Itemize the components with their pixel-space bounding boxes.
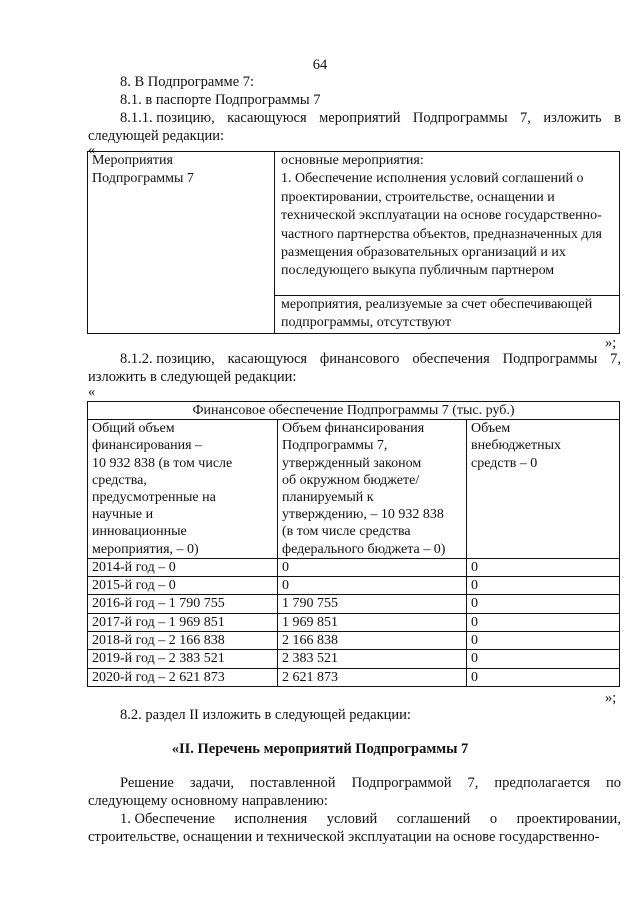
paragraph-solution-cont: следующему основному направлению: — [88, 793, 328, 809]
table2-extrabudget-value: 0 — [467, 668, 620, 686]
table2-year-total: 2016-й год – 1 790 755 — [88, 595, 278, 613]
paragraph-8-1-1-word: касающуюся — [227, 110, 307, 126]
paragraph-direction-1-word: о — [489, 811, 498, 827]
paragraph-solution-word: Подпрограммой — [351, 775, 452, 791]
paragraph-8-2: 8.2. раздел II изложить в следующей редакции: — [120, 707, 411, 723]
table2-budget-value: 2 166 838 — [278, 632, 467, 650]
paragraph-8-1-2-cont: изложить в следующей редакции: — [88, 369, 297, 385]
table-row — [88, 668, 620, 686]
table2-year-total: 2015-й год – 0 — [88, 577, 278, 595]
table2-extrabudget-value: 0 — [467, 577, 620, 595]
table2-year-total: 2014-й год – 0 — [88, 558, 278, 576]
paragraph-direction-1-cont: строительстве, оснащении и технической эксплуатации на основе государственно- — [88, 829, 600, 845]
paragraph-solution — [120, 775, 621, 792]
paragraph-8-1-2-word: финансового — [319, 351, 400, 367]
paragraph-solution-word: Решение — [120, 775, 174, 791]
paragraph-solution-word: предполагается — [494, 775, 590, 791]
paragraph-8-1-1-word: в — [614, 110, 621, 126]
table1-supporting-measures — [275, 296, 620, 334]
table-row — [88, 595, 620, 613]
paragraph-8-1-1-word: Подпрограммы — [412, 110, 508, 126]
paragraph-8-1-2-word: обеспечения — [412, 351, 490, 367]
paragraph-solution-word: задачи, — [189, 775, 234, 791]
table2-head-extrabudget: Объем внебюджетных средств – 0 — [467, 420, 620, 559]
table2-budget-value: 0 — [278, 577, 467, 595]
table2-extrabudget-value: 0 — [467, 558, 620, 576]
table2-extrabudget-value: 0 — [467, 650, 620, 668]
table2-budget-value: 2 621 873 — [278, 668, 467, 686]
paragraph-8-1-1-cont: следующей редакции: — [88, 128, 225, 144]
table2-head-total: Общий объем финансирования – 10 932 838 (в том числе средства, предусмотренные на научные и инновационные мероприятия, – 0) — [88, 420, 278, 559]
table-row — [88, 650, 620, 668]
table2-budget-value: 1 969 851 — [278, 613, 467, 631]
table2-year-total: 2020-й год – 2 621 873 — [88, 668, 278, 686]
paragraph-direction-1 — [120, 811, 621, 828]
table-row — [88, 613, 620, 631]
table2-title: Финансовое обеспечение Подпрограммы 7 (тыс. руб.) — [88, 402, 620, 420]
table-subprogram-measures — [87, 151, 620, 334]
page-number: 64 — [312, 57, 328, 73]
paragraph-direction-1-word: соглашений — [396, 811, 471, 827]
paragraph-direction-1-word: исполнения — [234, 811, 308, 827]
section-heading: «II. Перечень мероприятий Подпрограммы 7 — [171, 741, 469, 757]
table1-main-measures — [275, 152, 620, 296]
table2-year-total: 2019-й год – 2 383 521 — [88, 650, 278, 668]
table-financing — [87, 401, 620, 687]
paragraph-direction-1-word: проектировании, — [516, 811, 621, 827]
paragraph-8-1-1 — [120, 110, 621, 127]
table2-year-total: 2017-й год – 1 969 851 — [88, 613, 278, 631]
table-row — [88, 558, 620, 576]
table2-year-total: 2018-й год – 2 166 838 — [88, 632, 278, 650]
table-row — [88, 632, 620, 650]
table2-budget-value: 2 383 521 — [278, 650, 467, 668]
paragraph-solution-word: 7, — [467, 775, 479, 791]
quote-open-2: « — [88, 384, 96, 400]
paragraph-direction-1-word: 1. Обеспечение — [120, 811, 215, 827]
table1-main-measures-text: основные мероприятия: 1. Обеспечение исполнения условий соглашений о проектировании, строительстве, оснащении и технической эксплуатации на основе государственно-частного партнерства объектов, предназначенных для размещения образовательных организаций и их последующего выкупа публичным партнером — [281, 153, 602, 279]
paragraph-8-1-1-word: 8.1.1. позицию, — [120, 110, 215, 126]
paragraph-8-1-1-word: изложить — [543, 110, 602, 126]
table2-budget-value: 1 790 755 — [278, 595, 467, 613]
paragraph-solution-word: поставленной — [249, 775, 336, 791]
table-row — [88, 577, 620, 595]
paragraph-8-1: 8.1. в паспорте Подпрограммы 7 — [120, 92, 321, 108]
paragraph-8-1-2-word: Подпрограммы — [502, 351, 598, 367]
paragraph-8: 8. В Подпрограмме 7: — [120, 74, 255, 90]
table2-head-budget: Объем финансирования Подпрограммы 7, утвержденный законом об окружном бюджете/ планируемый к утверждению, – 10 932 838 (в том числе средства федерального бюджета – 0) — [278, 420, 467, 559]
quote-close-2: »; — [605, 690, 617, 706]
table2-extrabudget-value: 0 — [467, 613, 620, 631]
paragraph-8-1-2-word: касающуюся — [227, 351, 308, 367]
paragraph-solution-word: по — [605, 775, 621, 791]
table1-supporting-measures-text: мероприятия, реализуемые за счет обеспечивающей подпрограммы, отсутствуют — [281, 297, 593, 331]
paragraph-8-1-2 — [120, 351, 621, 368]
paragraph-direction-1-word: условий — [326, 811, 378, 827]
table2-extrabudget-value: 0 — [467, 632, 620, 650]
paragraph-8-1-1-word: 7, — [520, 110, 531, 126]
paragraph-8-1-2-word: 7, — [610, 351, 621, 367]
table2-budget-value: 0 — [278, 558, 467, 576]
paragraph-8-1-2-word: 8.1.2. позицию, — [120, 351, 215, 367]
paragraph-8-1-1-word: мероприятий — [319, 110, 401, 126]
quote-open-1: « — [88, 142, 96, 158]
quote-close-1: »; — [605, 335, 617, 351]
table1-left-cell: Мероприятия Подпрограммы 7 — [88, 152, 275, 334]
table2-extrabudget-value: 0 — [467, 595, 620, 613]
